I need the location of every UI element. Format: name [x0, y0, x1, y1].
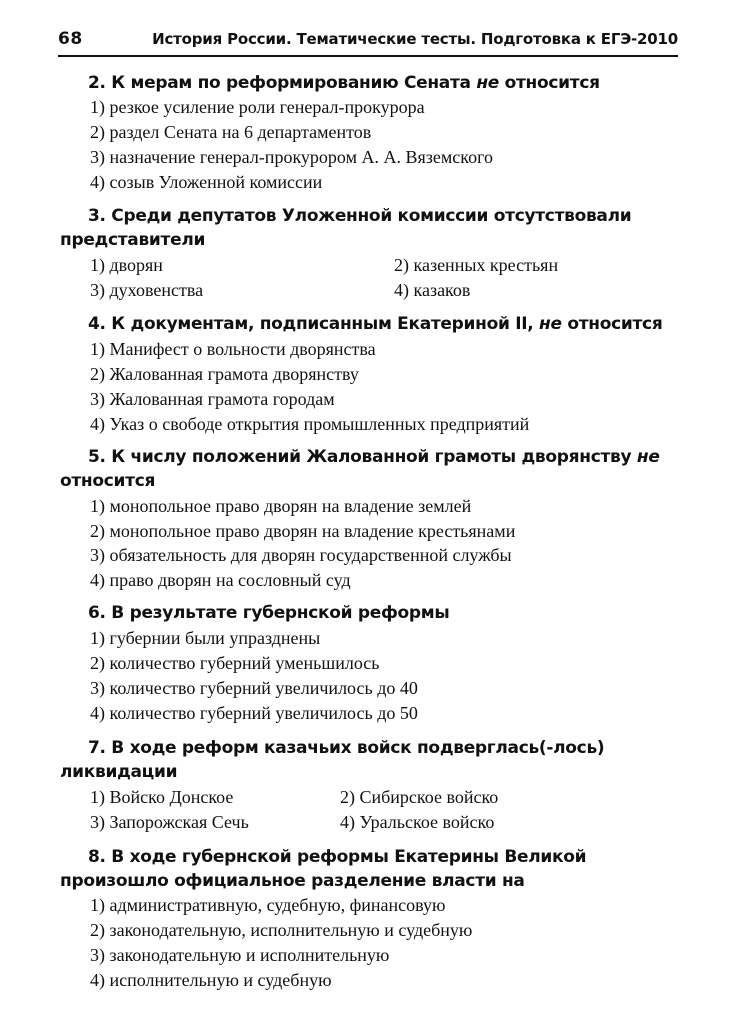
question-8-option-2: 2) законодательную, исполнительную и судебную: [90, 920, 473, 940]
question-6-option-1: 1) губернии были упразднены: [90, 628, 321, 648]
question-5-option-4: 4) право дворян на сословный суд: [90, 570, 351, 590]
question-3-option-2: 2) казенных крестьян: [394, 255, 559, 275]
question-7-option-1: 1) Войско Донское: [90, 787, 234, 807]
question-7-title: 7. В ходе реформ казачьих войск подверглась(-лось) ликвидации: [60, 738, 605, 782]
question-4-option-3: 3) Жалованная грамота городам: [90, 389, 335, 409]
question-5-option-3: 3) обязательность для дворян государственной службы: [90, 545, 512, 565]
question-6-option-3: 3) количество губерний увеличилось до 40: [90, 678, 418, 698]
question-5-option-2: 2) монопольное право дворян на владение крестьянами: [90, 521, 516, 541]
question-2-option-3: 3) назначение генерал-прокурором А. А. Вяземского: [90, 147, 494, 167]
question-3-title: 3. Среди депутатов Уложенной комиссии отсутствовали представители: [60, 206, 632, 250]
question-2-option-4: 4) созыв Уложенной комиссии: [90, 172, 323, 192]
question-3-option-3: 3) духовенства: [90, 280, 204, 300]
page-number: 68: [58, 29, 83, 49]
question-6-option-2: 2) количество губерний уменьшилось: [90, 653, 380, 673]
question-5-title: 5. К числу положений Жалованной грамоты дворянству не относится: [60, 447, 660, 491]
question-7-option-2: 2) Сибирское войско: [340, 787, 499, 807]
question-4-option-2: 2) Жалованная грамота дворянству: [90, 364, 359, 384]
question-5-option-1: 1) монопольное право дворян на владение землей: [90, 496, 472, 516]
question-8-title: 8. В ходе губернской реформы Екатерины Великой произошло официальное разделение власти на: [60, 847, 587, 891]
question-4-title: 4. К документам, подписанным Екатериной II, не относится: [88, 314, 663, 334]
question-3-option-4: 4) казаков: [394, 280, 471, 300]
question-4-option-4: 4) Указ о свободе открытия промышленных предприятий: [90, 414, 530, 434]
question-3-option-1: 1) дворян: [90, 255, 163, 275]
header-rule: [58, 55, 678, 57]
question-2-title: 2. К мерам по реформированию Сената не относится: [88, 73, 600, 93]
question-2-option-1: 1) резкое усиление роли генерал-прокурора: [90, 97, 425, 117]
question-8-option-3: 3) законодательную и исполнительную: [90, 945, 390, 965]
question-7-option-4: 4) Уральское войско: [340, 812, 495, 832]
question-7-option-3: 3) Запорожская Сечь: [90, 812, 249, 832]
question-8-option-1: 1) административную, судебную, финансовую: [90, 895, 446, 915]
question-2-option-2: 2) раздел Сената на 6 департаментов: [90, 122, 372, 142]
question-4-option-1: 1) Манифест о вольности дворянства: [90, 339, 376, 359]
question-8-option-4: 4) исполнительную и судебную: [90, 970, 332, 990]
question-6-option-4: 4) количество губерний увеличилось до 50: [90, 703, 418, 723]
page-header: [58, 29, 678, 57]
running-title: История России. Тематические тесты. Подготовка к ЕГЭ-2010: [152, 30, 678, 48]
question-6-title: 6. В результате губернской реформы: [88, 603, 450, 623]
